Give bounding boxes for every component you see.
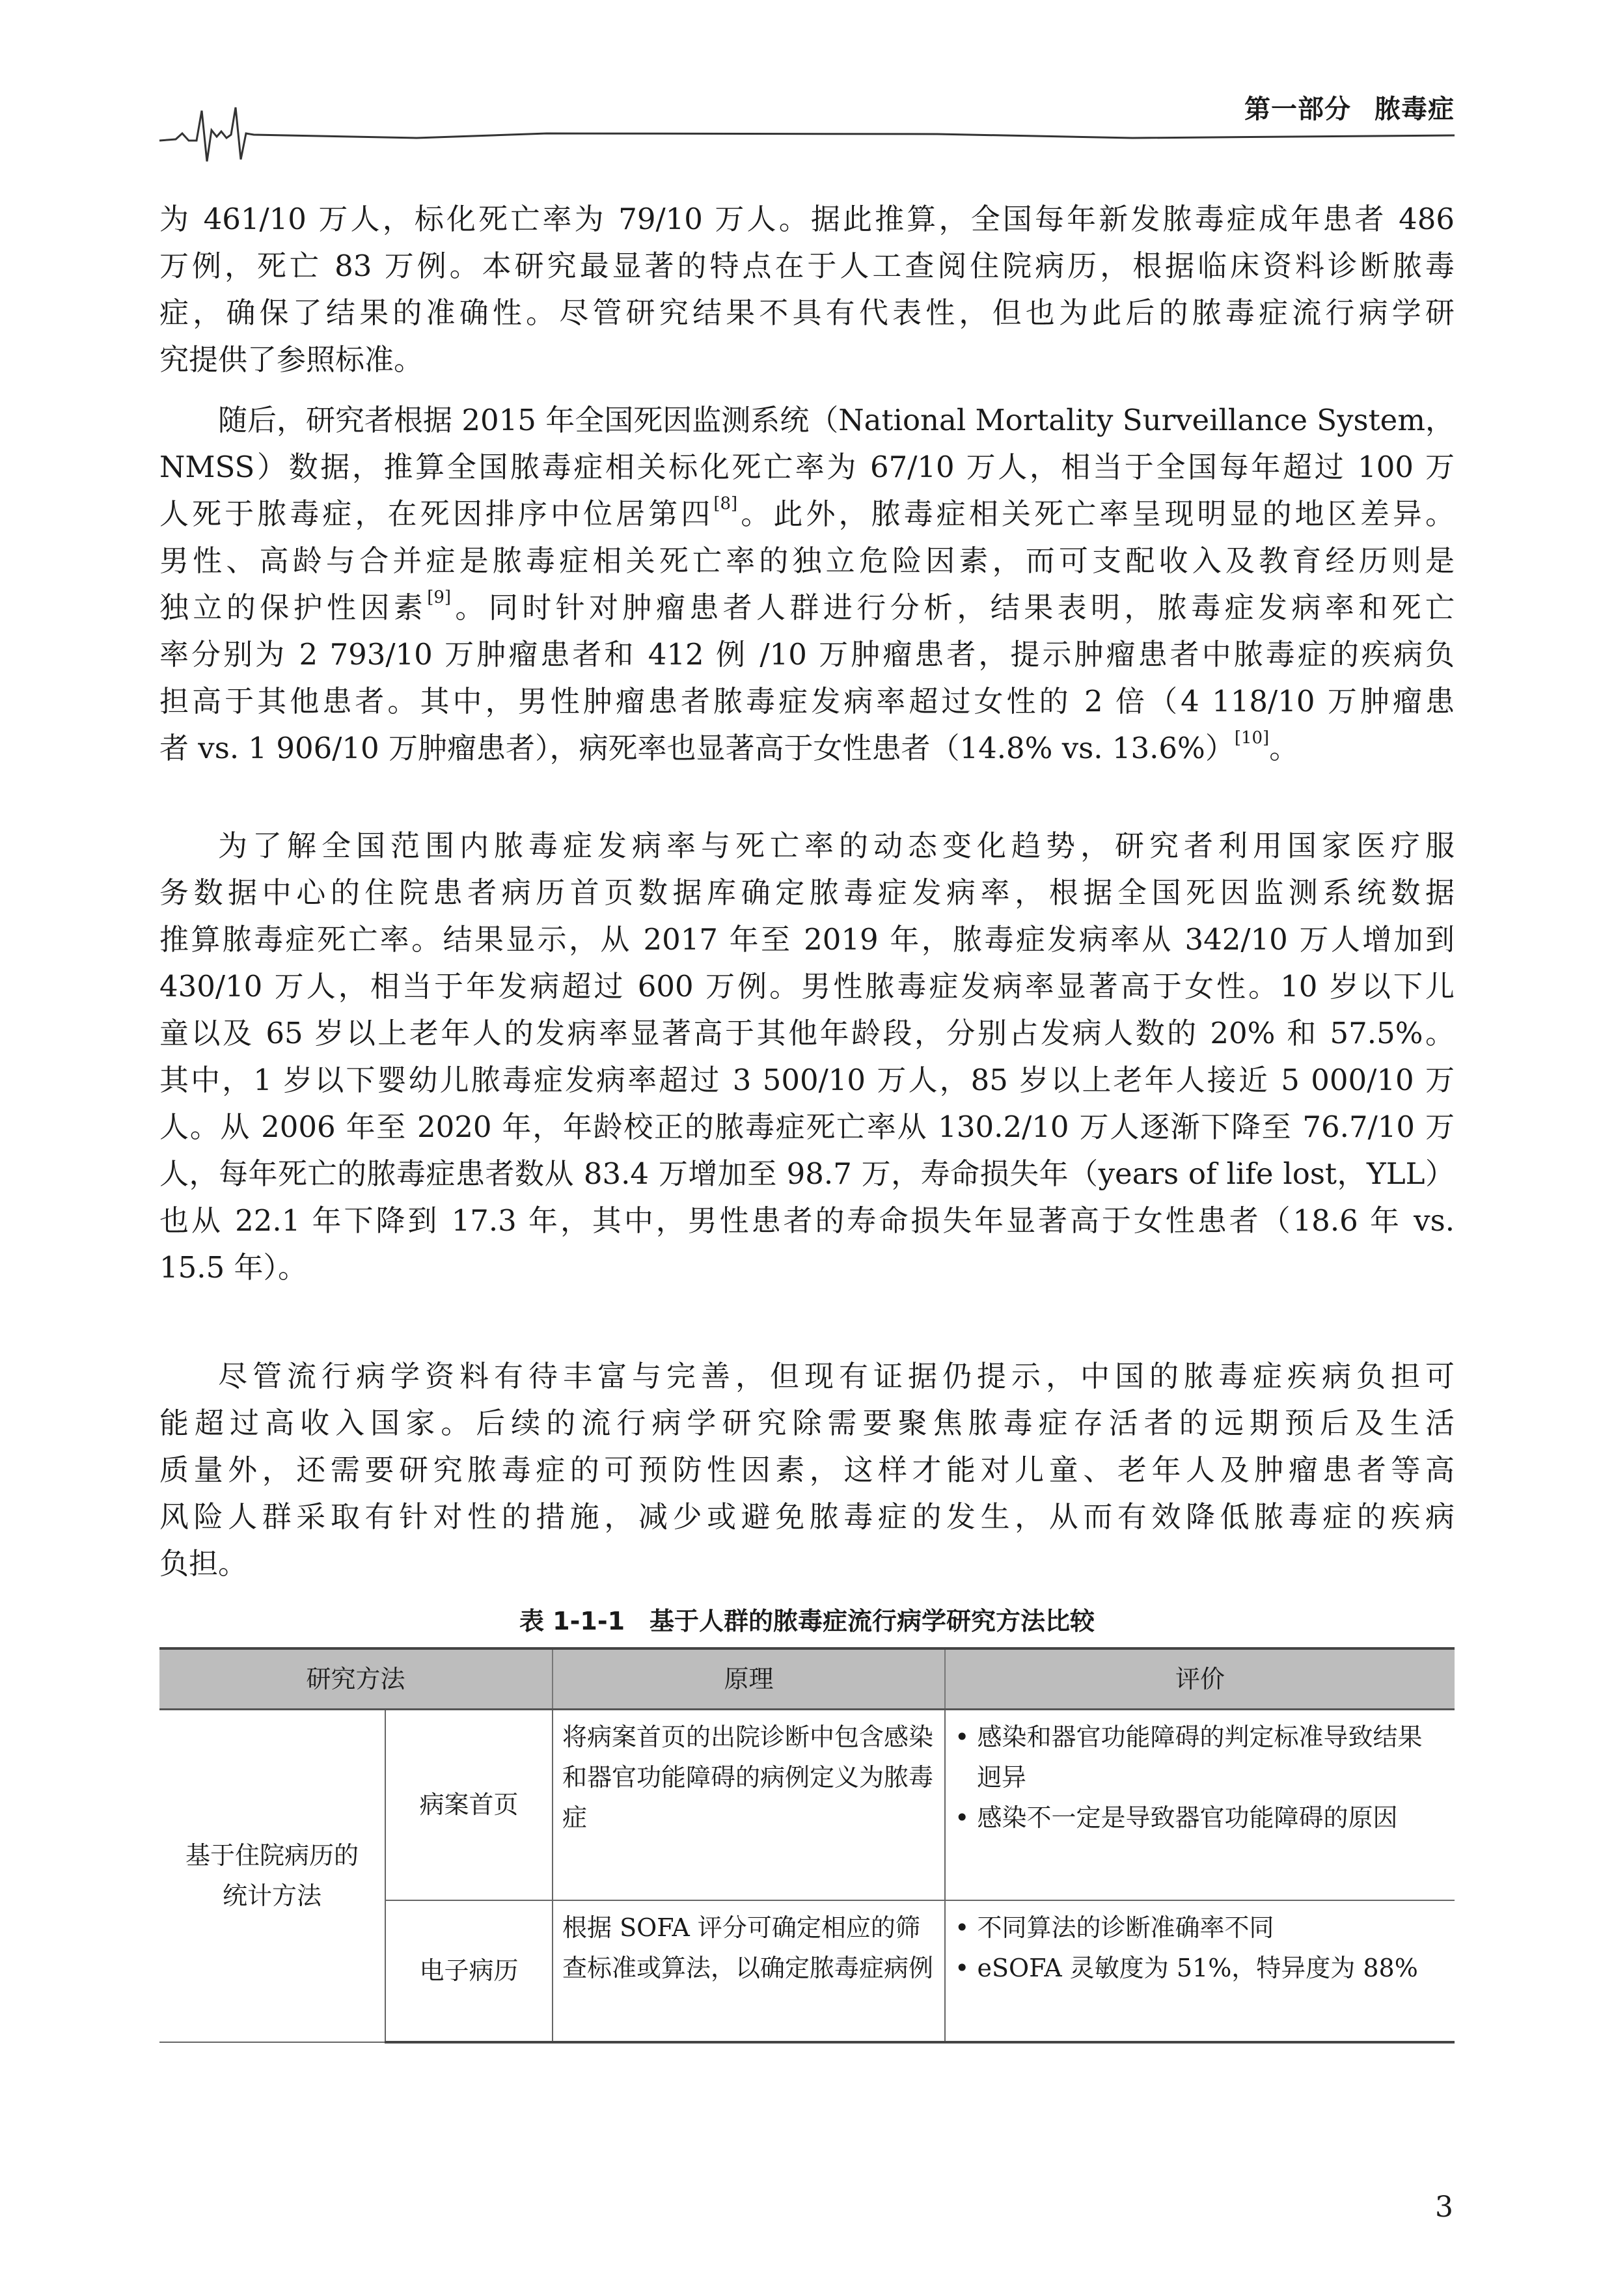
text-line [159, 1104, 1455, 1151]
paragraph [159, 823, 1455, 1291]
text-run: 风险人群采取有针对性的措施，减少或避免脓毒症的发生，从而有效降低脓毒症的疾病 [159, 1499, 1455, 1534]
text-line [159, 1057, 1455, 1104]
text-run: 童以及 65 岁以上老年人的发病率显著高于其他年龄段，分别占发病人数的 20% 和 57.5%。 [159, 1016, 1455, 1050]
page-number: 3 [1435, 2191, 1453, 2224]
text-run: 万例，死亡 83 万例。本研究最显著的特点在于人工查阅住院病历，根据临床资料诊断脓毒 [159, 249, 1455, 283]
table-caption: 表 1-1-1 基于人群的脓毒症流行病学研究方法比较 [519, 1607, 1095, 1635]
text-line [159, 1010, 1455, 1057]
text-run: 质量外，还需要研究脓毒症的可预防性因素，这样才能对儿童、老年人及肿瘤患者等高 [159, 1453, 1455, 1487]
text-line [159, 491, 1455, 538]
table-row [159, 1710, 1455, 1900]
text-run: 能超过高收入国家。后续的流行病学研究除需要聚焦脓毒症存活者的远期预后及生活 [159, 1406, 1455, 1440]
evaluation-cell [945, 1900, 1455, 2042]
text-line [159, 631, 1455, 678]
text-run: 者 vs. 1 906/10 万肿瘤患者），病死率也显著高于女性患者（14.8% vs. 13.6%） [159, 731, 1235, 765]
text-line [159, 1400, 1455, 1447]
text-line [159, 1151, 1455, 1197]
text-run: 。 [1269, 731, 1299, 765]
citation-ref: [9] [427, 588, 452, 607]
text-line [159, 336, 1455, 383]
text-run: NMSS）数据，推算全国脓毒症相关标化死亡率为 67/10 万人，相当于全国每年超过 100 万 [159, 450, 1455, 484]
text-run: 人死于脓毒症，在死因排序中位居第四 [159, 497, 714, 531]
text-run: 随后，研究者根据 2015 年全国死因监测系统（National Mortality Surveillance System， [218, 403, 1455, 437]
text-line [159, 869, 1455, 916]
text-run: 为了解全国范围内脓毒症发病率与死亡率的动态变化趋势，研究者利用国家医疗服 [218, 828, 1455, 863]
text-line [159, 916, 1455, 963]
evaluation-bullet: • eSOFA 灵敏度为 51%，特异度为 88% [955, 1948, 1445, 1988]
text-run: 务数据中心的住院患者病历首页数据库确定脓毒症发病率，根据全国死因监测系统数据 [159, 875, 1455, 910]
header-chapter: 脓毒症 [1375, 94, 1455, 124]
text-line [159, 1244, 1455, 1291]
text-run: 独立的保护性因素 [159, 590, 428, 625]
text-run: 人，每年死亡的脓毒症患者数从 83.4 万增加至 98.7 万，寿命损失年（years of life lost，YLL） [159, 1156, 1455, 1191]
text-run: 究提供了参照标准。 [159, 342, 424, 377]
citation-ref: [10] [1234, 728, 1270, 748]
text-line [159, 397, 1455, 444]
text-line [159, 444, 1455, 491]
group-cell [159, 1710, 385, 2042]
method-cell: 电子病历 [385, 1900, 553, 2042]
header-part: 第一部分 [1244, 94, 1351, 124]
paragraph [159, 196, 1455, 383]
text-run: 男性、高龄与合并症是脓毒症相关死亡率的独立危险因素，而可支配收入及教育经历则是 [159, 543, 1455, 578]
header-evaluation: 评价 [945, 1648, 1455, 1710]
text-line [159, 538, 1455, 584]
text-line [159, 196, 1455, 243]
text-run: 人。从 2006 年至 2020 年，年龄校正的脓毒症死亡率从 130.2/10 万人逐渐下降至 76.7/10 万 [159, 1110, 1455, 1144]
paragraph [159, 397, 1455, 772]
text-run: 症，确保了结果的准确性。尽管研究结果不具有代表性，但也为此后的脓毒症流行病学研 [159, 295, 1455, 330]
evaluation-cell [945, 1710, 1455, 1900]
evaluation-bullet: • 感染和器官功能障碍的判定标准导致结果迥异 [955, 1717, 1445, 1797]
text-run: 。此外，脓毒症相关死亡率呈现明显的地区差异。 [737, 497, 1455, 531]
text-run: 尽管流行病学资料有待丰富与完善，但现有证据仍提示，中国的脓毒症疾病负担可 [218, 1359, 1455, 1393]
text-line [159, 243, 1455, 290]
header-principle: 原理 [553, 1648, 945, 1710]
text-line [159, 823, 1455, 869]
table-header-row [159, 1648, 1455, 1710]
text-line [159, 1353, 1455, 1400]
text-line [159, 290, 1455, 336]
header-method: 研究方法 [159, 1648, 553, 1710]
comparison-table [159, 1647, 1455, 2043]
group-label: 基于住院病历的统计方法 [185, 1841, 359, 1911]
evaluation-bullet: • 感染不一定是导致器官功能障碍的原因 [955, 1797, 1445, 1838]
evaluation-bullet: • 不同算法的诊断准确率不同 [955, 1907, 1445, 1948]
text-run: 推算脓毒症死亡率。结果显示，从 2017 年至 2019 年，脓毒症发病率从 342/10 万人增加到 [159, 922, 1455, 957]
text-line [159, 584, 1455, 631]
text-run: 为 461/10 万人，标化死亡率为 79/10 万人。据此推算，全国每年新发脓毒症成年患者 486 [159, 202, 1455, 236]
principle-cell: 根据 SOFA 评分可确定相应的筛查标准或算法，以确定脓毒症病例 [553, 1900, 945, 2042]
text-line [159, 1197, 1455, 1244]
text-run: 。同时针对肿瘤患者人群进行分析，结果表明，脓毒症发病率和死亡 [451, 590, 1455, 625]
text-line [159, 1447, 1455, 1494]
text-run: 也从 22.1 年下降到 17.3 年，其中，男性患者的寿命损失年显著高于女性患者（18.6 年 vs. [159, 1203, 1455, 1238]
text-line [159, 1540, 1455, 1587]
text-line [159, 1494, 1455, 1540]
text-line [159, 678, 1455, 725]
text-run: 负担。 [159, 1546, 248, 1581]
text-run: 15.5 年）。 [159, 1250, 307, 1285]
principle-cell: 将病案首页的出院诊断中包含感染和器官功能障碍的病例定义为脓毒症 [553, 1710, 945, 1900]
text-run: 430/10 万人，相当于年发病超过 600 万例。男性脓毒症发病率显著高于女性。10 岁以下儿 [159, 969, 1455, 1004]
method-cell: 病案首页 [385, 1710, 553, 1900]
text-line [159, 725, 1455, 772]
paragraph [159, 1353, 1455, 1587]
heartbeat-line-icon [156, 98, 1458, 169]
text-run: 率分别为 2 793/10 万肿瘤患者和 412 例 /10 万肿瘤患者，提示肿瘤患者中脓毒症的疾病负 [159, 637, 1455, 672]
text-run: 其中，1 岁以下婴幼儿脓毒症发病率超过 3 500/10 万人，85 岁以上老年人接近 5 000/10 万 [159, 1063, 1455, 1097]
text-line [159, 963, 1455, 1010]
text-run: 担高于其他患者。其中，男性肿瘤患者脓毒症发病率超过女性的 2 倍（4 118/10 万肿瘤患 [159, 684, 1455, 718]
citation-ref: [8] [713, 494, 738, 513]
